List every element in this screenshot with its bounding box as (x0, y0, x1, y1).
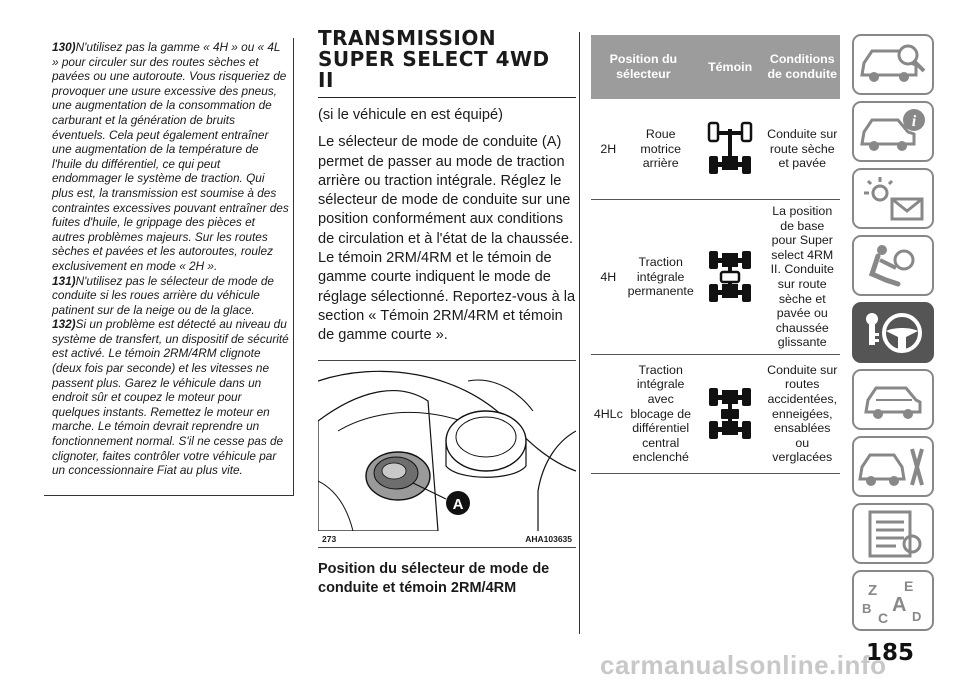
car-breakdown-icon (856, 374, 930, 426)
watermark: carmanualsonline.info (600, 650, 887, 680)
warning-131: 131)N'utilisez pas le sélecteur de mode de conduite si les roues arrière du véhicule patinent sur de la neige ou de la glace. (52, 273, 274, 317)
svg-text:A: A (892, 593, 907, 616)
mode-cell: Roue motrice arrière (626, 99, 696, 200)
conditions-cell: Conduite sur route sèche et pavée (765, 99, 840, 200)
tab-car-search[interactable] (852, 34, 934, 95)
seat-airbag-icon (856, 240, 930, 292)
main-column (318, 28, 576, 598)
table-row (591, 99, 840, 200)
figure-number: 273 (322, 533, 337, 544)
svg-text:B: B (862, 600, 872, 616)
car-search-icon (856, 39, 930, 91)
svg-text:Z: Z (868, 581, 878, 599)
table-row (591, 200, 840, 355)
car-info-icon (856, 106, 930, 158)
page-number: 185 (866, 640, 915, 666)
warnings-box (44, 38, 294, 496)
svg-text:i: i (911, 112, 917, 130)
full-time-4wd-icon (707, 249, 753, 305)
equipment-note: (si le véhicule en est équipé) (318, 107, 503, 123)
section-title: TRANSMISSION SUPER SELECT 4WD II (318, 26, 550, 92)
selector-description: Le sélecteur de mode de conduite (A) permet de passer au mode de traction arrière ou traction intégrale. Réglez le sélecteur de mode de conduite sur une position conformément aux conditions de circulation et à l'état de la chaussée. Le témoin 2RM/4RM et le témoin de gamme courte indiquent le mode de réglage sélectionné. Reportez-vous à la section « Témoin 2RM/4RM et témoin de gamme courte ». (318, 134, 576, 344)
position-cell: 4HLc (591, 354, 626, 473)
svg-text:D: D (912, 608, 922, 624)
drive-mode-table-container (591, 35, 840, 474)
position-cell: 4H (591, 200, 626, 355)
key-steering-wheel-icon (856, 307, 930, 359)
conditions-cell: Conduite sur routes accidentées, enneigées, ensablées ou verglacées (765, 354, 840, 473)
locked-center-diff-icon (707, 386, 753, 442)
alphabetical-index-icon (856, 575, 930, 627)
subheading: Position du sélecteur de mode de conduite et témoin 2RM/4RM (318, 560, 550, 596)
tab-starting-driving[interactable] (852, 302, 934, 363)
warning-132: 132)Si un problème est détecté au niveau du système de transfert, un dispositif de sécurité est activé. Le témoin 2RM/4RM clignote (deux fois par seconde) et les vitesses ne passent plus. Garez le véhicule dans un endroit sûr et coupez le moteur pour quelques instants. Remettez le moteur en marche. Le témoin devrait reprendre un fonctionnement normal. S'il ne cesse pas de clignoter, faites contrôler votre véhicule par un concessionnaire Fiat au plus vite. (52, 317, 289, 478)
position-cell: 2H (591, 99, 626, 200)
car-tools-icon (856, 441, 930, 493)
tab-specifications[interactable] (852, 503, 934, 564)
chapter-tabs (852, 34, 936, 637)
warning-130: 130)N'utilisez pas la gamme « 4H » ou « 4L » pour circuler sur des routes sèches et pavées ou une autoroute. Vous risqueriez de provoquer une usure excessive des pneus, une augmentation de la consommation de carburant et la génération de bruits éventuels. Cela peut également entraîner une augmentation de la température de l'huile du différentiel, ce qui peut endommager le système de traction. Qui plus est, la transmission est soumise à des contraintes excessives pouvant entraîner des fuites d'huile, le grippage des pièces et autres problèmes majeurs. Sur les routes sèches et pavées et les autoroutes, roulez exclusivement en mode « 2H ». (52, 40, 289, 273)
header-selector-position: Position du sélecteur (591, 35, 696, 99)
header-driving-conditions: Conditions de conduite (765, 35, 840, 99)
figure-callout-a: A (452, 495, 464, 513)
svg-text:C: C (878, 609, 889, 626)
specifications-list-icon (856, 508, 930, 560)
tab-emergency[interactable] (852, 369, 934, 430)
column-divider (579, 32, 580, 634)
drive-mode-table (591, 35, 840, 474)
conditions-cell: La position de base pour Super select 4RM II. Conduite sur route sèche et pavée ou chaussée glissante (765, 200, 840, 355)
table-row (591, 354, 840, 473)
tab-maintenance[interactable] (852, 436, 934, 497)
tab-warning-lights[interactable] (852, 168, 934, 229)
tab-car-info[interactable] (852, 101, 934, 162)
title-rule (318, 97, 576, 98)
svg-text:E: E (904, 577, 914, 594)
figure-caption (318, 531, 576, 548)
header-indicator: Témoin (696, 35, 765, 99)
drive-mode-selector-illustration (318, 361, 576, 531)
tab-index[interactable] (852, 570, 934, 631)
mode-cell: Traction intégrale avec blocage de différentiel central enclenché (626, 354, 696, 473)
warning-light-message-icon (856, 173, 930, 225)
tab-seat-airbag[interactable] (852, 235, 934, 296)
rear-drive-icon (707, 121, 753, 177)
figure-code: AHA103635 (525, 533, 572, 544)
mode-cell: Traction intégrale permanente (626, 200, 696, 355)
table-header-row (591, 35, 840, 99)
